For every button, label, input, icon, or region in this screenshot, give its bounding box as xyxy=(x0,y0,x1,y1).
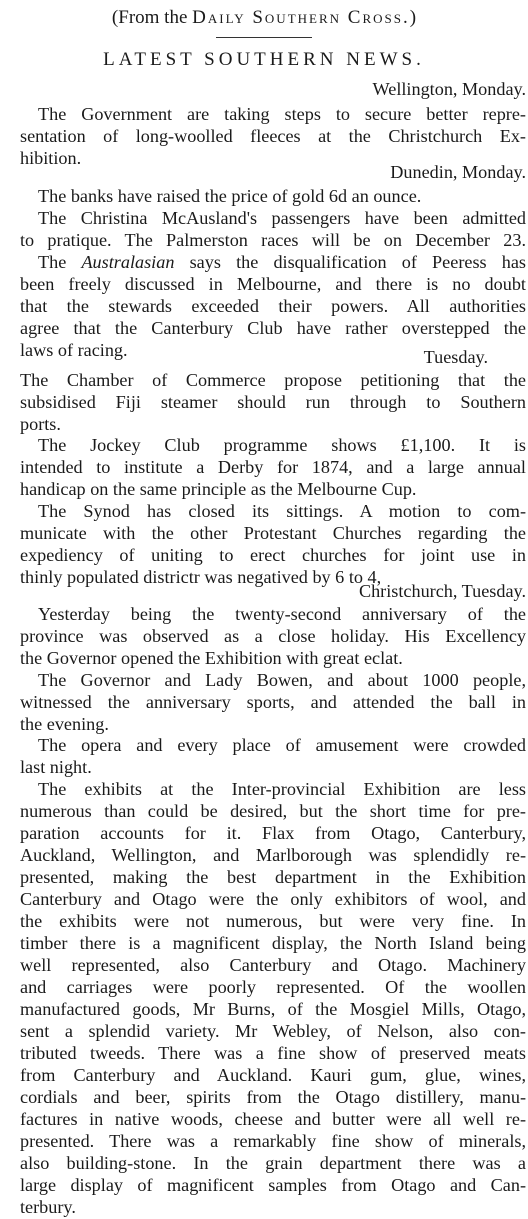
text-line xyxy=(38,251,526,274)
text-line: factures in native woods, cheese and butter were all well re- xyxy=(20,1109,526,1129)
header-rule xyxy=(216,37,312,38)
publication-title: Australasian xyxy=(81,252,175,272)
text-line: the evening. xyxy=(20,714,109,734)
headline: LATEST SOUTHERN NEWS. xyxy=(103,49,425,70)
text-line: sent a splendid variety. Mr Webley, of Nelson, also con- xyxy=(20,1021,526,1041)
text-line: The opera and every place of amusement were crowded xyxy=(38,735,526,755)
text-line: The Governor and Lady Bowen, and about 1000 people, xyxy=(38,670,526,690)
text-line: to pratique. The Palmerston races will be on December 23. xyxy=(20,230,526,250)
text-line: expediency of uniting to erect churches for joint use in xyxy=(20,545,526,565)
text-line: The Jockey Club programme shows £1,100. It is xyxy=(38,435,526,455)
dateline: Dunedin, Monday. xyxy=(390,162,526,182)
dateline: Christchurch, Tuesday. xyxy=(358,581,526,601)
text-line: subsidised Fiji steamer should run through to Southern xyxy=(20,392,526,412)
text-line: the exhibits were not numerous, but were very fine. In xyxy=(20,911,526,931)
text-line: terbury. xyxy=(20,1197,76,1217)
text-line: The Synod has closed its sittings. A motion to com- xyxy=(38,501,526,521)
text-line: The banks have raised the price of gold 6d an ounce. xyxy=(38,186,422,206)
source-credit xyxy=(0,6,528,30)
text-line: thinly populated districtr was negatived by 6 to 4, xyxy=(20,567,382,587)
text-line: that the stewards exceeded their powers. All authorities xyxy=(20,296,526,316)
text-line: and carriages were poorly represented. Of the woollen xyxy=(20,977,526,997)
text-line: The Chamber of Commerce propose petitioning that the xyxy=(20,370,526,390)
text-line: intended to institute a Derby for 1874, and a large annual xyxy=(20,457,526,477)
source-close: ) xyxy=(409,7,417,28)
text-line: Canterbury and Otago were the only exhibitors of wool, and xyxy=(20,889,526,909)
source-name: Daily Southern Cross. xyxy=(192,7,410,28)
text-line: province was observed as a close holiday. His Excellency xyxy=(20,626,526,646)
text-line: hibition. xyxy=(20,148,82,168)
text-line: presented, making the best department in the Exhibition xyxy=(20,867,526,887)
dateline: Wellington, Monday. xyxy=(372,79,526,99)
text-line: The exhibits at the Inter-provincial Exhibition are less xyxy=(38,779,526,799)
text-line: numerous than could be desired, but the short time for pre- xyxy=(20,801,526,821)
text-line: agree that the Canterbury Club have rather overstepped the xyxy=(20,318,526,338)
text-line: the Governor opened the Exhibition with great eclat. xyxy=(20,648,403,668)
text-line: Yesterday being the twenty-second anniversary of the xyxy=(38,604,526,624)
text-line: The Government are taking steps to secure better repre- xyxy=(38,104,526,124)
line-rest: says the disqualification of Peeress has xyxy=(189,252,526,272)
text-line: manufactured goods, Mr Burns, of the Mosgiel Mills, Otago, xyxy=(20,999,526,1019)
text-line: presented. There was a remarkably fine show of minerals, xyxy=(20,1131,526,1151)
dateline: Tuesday. xyxy=(423,347,488,367)
text-line: sentation of long-woolled fleeces at the Christchurch Ex- xyxy=(20,126,526,146)
text-line: paration accounts for it. Flax from Otago, Canterbury, xyxy=(20,823,526,843)
text-line: witnessed the anniversary sports, and attended the ball in xyxy=(20,692,526,712)
text-line: Auckland, Wellington, and Marlborough was splendidly re- xyxy=(20,845,526,865)
text-line: cordials and beer, spirits from the Otago distillery, manu- xyxy=(20,1087,526,1107)
text-line: also building-stone. In the grain department there was a xyxy=(20,1153,526,1173)
text-line: last night. xyxy=(20,757,92,777)
source-open: (From the xyxy=(111,7,193,28)
text-line: tributed tweeds. There was a fine show of preserved meats xyxy=(20,1043,526,1063)
text-line: from Canterbury and Auckland. Kauri gum, glue, wines, xyxy=(20,1065,526,1085)
text-line: been freely discussed in Melbourne, and there is no doubt xyxy=(20,274,526,294)
text-line: handicap on the same principle as the Melbourne Cup. xyxy=(20,479,417,499)
text-line: ports. xyxy=(20,414,61,434)
text-line: large display of magnificent samples from Otago and Can- xyxy=(20,1175,526,1195)
text-line: timber there is a magnificent display, the North Island being xyxy=(20,933,526,953)
text-line: laws of racing. xyxy=(20,340,128,360)
text-line: well represented, also Canterbury and Otago. Machinery xyxy=(20,955,526,975)
text-line: The Christina McAusland's passengers have been admitted xyxy=(38,208,526,228)
line-prefix: The xyxy=(38,252,82,272)
text-line: municate with the other Protestant Churches regarding the xyxy=(20,523,526,543)
